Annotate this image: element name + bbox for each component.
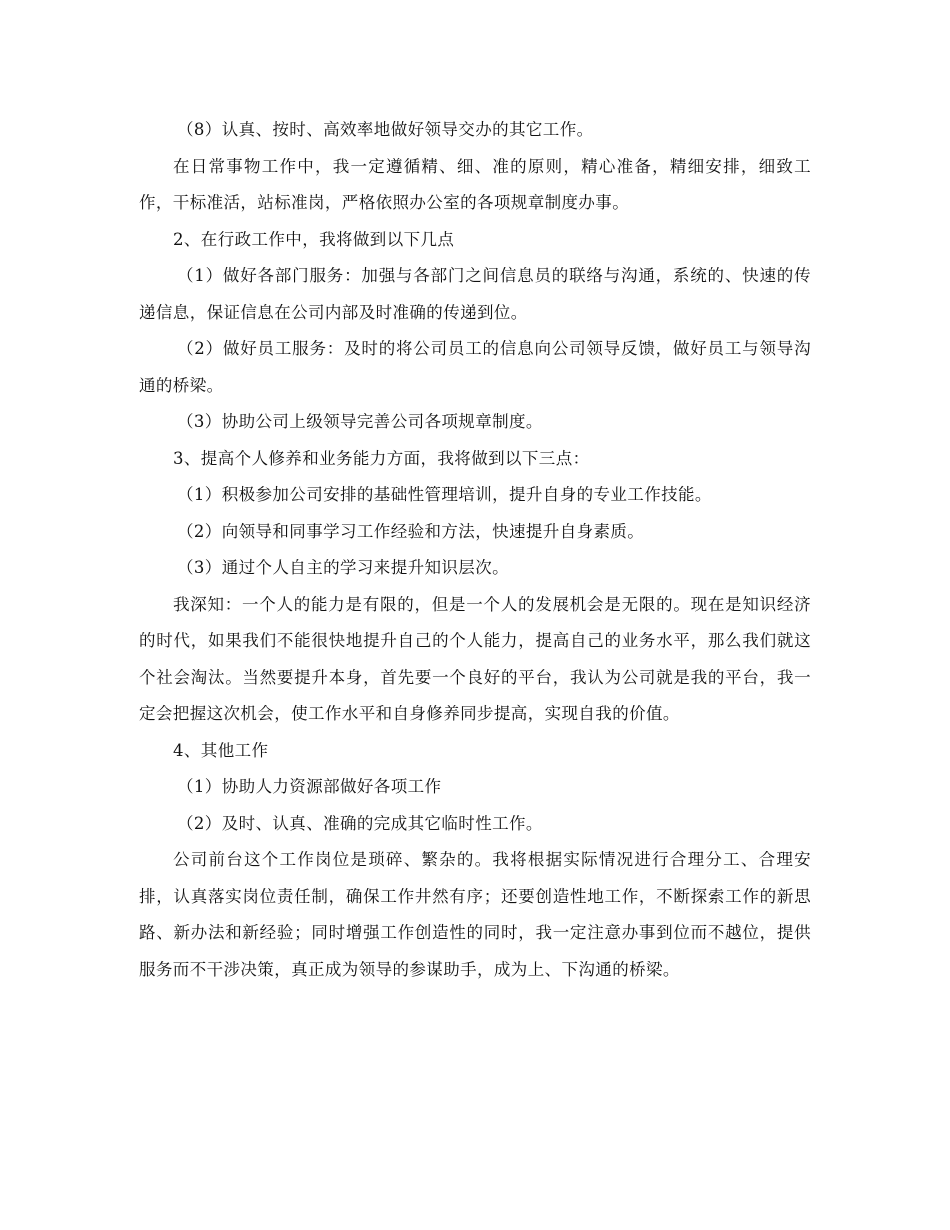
paragraph-item-2-employee-service: （2）做好员工服务：及时的将公司员工的信息向公司领导反馈，做好员工与领导沟通的桥梁。 [139,339,811,395]
paragraph-item-3-self-study: （3）通过个人自主的学习来提升知识层次。 [177,558,509,577]
section-heading-administrative-work: 2、在行政工作中，我将做到以下几点 [173,229,455,249]
paragraph-item-2-temporary-work: （2）及时、认真、准确的完成其它临时性工作。 [177,813,543,833]
paragraph-item-1-training: （1）积极参加公司安排的基础性管理培训，提升自身的专业工作技能。 [177,485,712,504]
paragraph-item-8-leader-tasks: （8）认真、按时、高效率地做好领导交办的其它工作。 [177,120,594,139]
paragraph-daily-affairs: 在日常事物工作中，我一定遵循精、细、准的原则，精心准备，精细安排，细致工作，干标准活，站标准岗，严格依照办公室的各项规章制度办事。 [139,156,811,212]
section-heading-other-work: 4、其他工作 [173,740,269,760]
paragraph-conclusion: 公司前台这个工作岗位是琐碎、繁杂的。我将根据实际情况进行合理分工、合理安排，认真落实岗位责任制，确保工作井然有序；还要创造性地工作，不断探索工作的新思路、新办法和新经验；同时增强工作创造性的同时，我一定注意办事到位而不越位，提供服务而不干涉决策，真正成为领导的参谋助手，成为上、下沟通的桥梁。 [139,850,811,979]
paragraph-personal-reflection: 我深知：一个人的能力是有限的，但是一个人的发展机会是无限的。现在是知识经济的时代，如果我们不能很快地提升自己的个人能力，提高自己的业务水平，那么我们就这个社会淘汰。当然要提升本身，首先要一个良好的平台，我认为公司就是我的平台，我一定会把握这次机会，使工作水平和自身修养同步提高，实现自我的价值。 [139,594,811,723]
paragraph-item-1-department-service: （1）做好各部门服务：加强与各部门之间信息员的联络与沟通，系统的、快速的传递信息，保证信息在公司内部及时准确的传递到位。 [139,266,811,322]
section-heading-personal-development: 3、提高个人修养和业务能力方面，我将做到以下三点： [173,448,590,468]
paragraph-item-2-learning: （2）向领导和同事学习工作经验和方法，快速提升自身素质。 [177,521,645,541]
paragraph-item-3-regulations: （3）协助公司上级领导完善公司各项规章制度。 [177,412,543,431]
paragraph-item-1-hr-support: （1）协助人力资源部做好各项工作 [177,777,442,796]
document-body [139,112,811,988]
